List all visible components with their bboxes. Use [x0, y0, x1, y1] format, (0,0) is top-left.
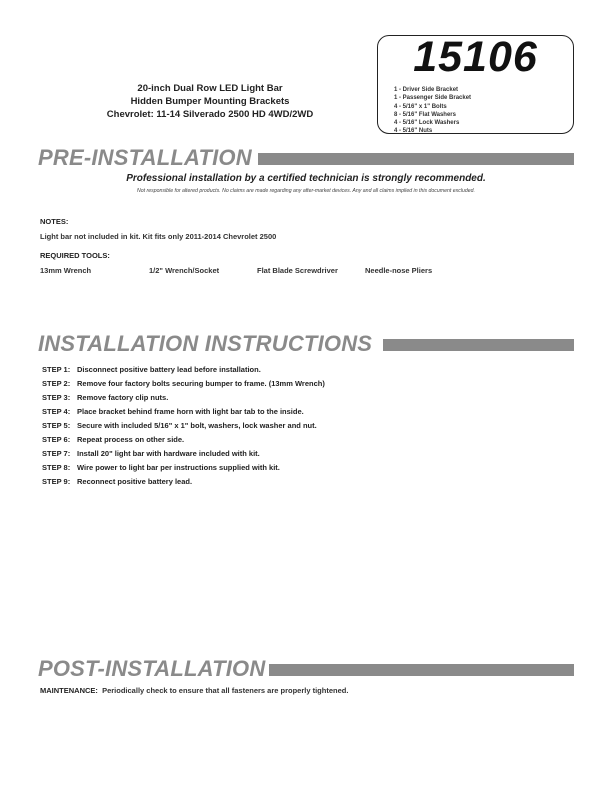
section-divider-bar — [258, 153, 574, 165]
technician-recommendation: Professional installation by a certified technician is strongly recommended. — [126, 173, 486, 184]
step-label: STEP 3: — [42, 393, 71, 402]
step-9 — [42, 477, 192, 486]
step-5 — [42, 421, 317, 430]
step-6 — [42, 435, 184, 444]
tool-item: 13mm Wrench — [40, 266, 92, 275]
step-label: STEP 1: — [42, 365, 71, 374]
title-line-3: Chevrolet: 11-14 Silverado 2500 HD 4WD/2WD — [106, 109, 314, 120]
kit-contents-list — [394, 86, 471, 136]
step-label: STEP 8: — [42, 463, 71, 472]
step-text: Repeat process on other side. — [77, 435, 185, 444]
pre-installation-heading: PRE-INSTALLATION — [38, 145, 252, 170]
kit-item: 8 - 5/16" Flat Washers — [394, 111, 456, 118]
step-text: Wire power to light bar per instructions supplied with kit. — [77, 463, 280, 472]
step-label: STEP 6: — [42, 435, 71, 444]
kit-item: 1 - Driver Side Bracket — [394, 87, 459, 93]
title-line-2: Hidden Bumper Mounting Brackets — [130, 96, 290, 107]
section-divider-bar — [269, 664, 574, 676]
step-text: Place bracket behind frame horn with light bar tab to the inside. — [77, 407, 304, 416]
step-label: STEP 9: — [42, 477, 71, 486]
step-text: Reconnect positive battery lead. — [77, 477, 193, 486]
section-divider-bar — [383, 339, 574, 351]
step-text: Disconnect positive battery lead before installation. — [77, 365, 261, 374]
installation-heading: INSTALLATION INSTRUCTIONS — [38, 331, 373, 356]
kit-item: 1 - Passenger Side Bracket — [394, 95, 472, 102]
disclaimer: Not responsible for altered products. No claims are made regarding any after-market devices. Any and all claims implied in this document excluded. — [137, 188, 475, 194]
step-label: STEP 5: — [42, 421, 71, 430]
step-1 — [42, 365, 261, 374]
notes-text: Light bar not included in kit. Kit fits only 2011-2014 Chevrolet 2500 — [40, 232, 277, 241]
step-label: STEP 7: — [42, 449, 71, 458]
step-text: Remove factory clip nuts. — [77, 393, 169, 402]
tool-item: 1/2" Wrench/Socket — [149, 266, 220, 275]
kit-item: 4 - 5/16" Nuts — [394, 128, 433, 135]
step-label: STEP 4: — [42, 407, 71, 416]
step-text: Secure with included 5/16" x 1" bolt, washers, lock washer and nut. — [77, 421, 317, 430]
post-installation-heading: POST-INSTALLATION — [38, 656, 266, 681]
maintenance-text: Periodically check to ensure that all fasteners are properly tightened. — [102, 686, 349, 695]
part-number: 15106 — [413, 33, 538, 81]
document-title — [60, 82, 360, 121]
step-text: Install 20" light bar with hardware included with kit. — [77, 449, 260, 458]
step-label: STEP 2: — [42, 379, 71, 388]
kit-item: 4 - 5/16" x 1" Bolts — [394, 103, 447, 110]
step-text: Remove four factory bolts securing bumper to frame. (13mm Wrench) — [77, 379, 325, 388]
step-4 — [42, 407, 304, 416]
step-8 — [42, 463, 280, 472]
notes-label: NOTES: — [40, 217, 69, 226]
maintenance-note — [40, 686, 348, 695]
tool-item: Needle-nose Pliers — [365, 266, 433, 275]
required-tools-label: REQUIRED TOOLS: — [40, 251, 110, 260]
title-line-1: 20-inch Dual Row LED Light Bar — [137, 83, 283, 94]
step-7 — [42, 449, 260, 458]
tool-item: Flat Blade Screwdriver — [257, 266, 338, 275]
maintenance-label: MAINTENANCE: — [40, 686, 98, 695]
kit-item: 4 - 5/16" Lock Washers — [394, 120, 460, 127]
step-3 — [42, 393, 168, 402]
step-2 — [42, 379, 325, 388]
